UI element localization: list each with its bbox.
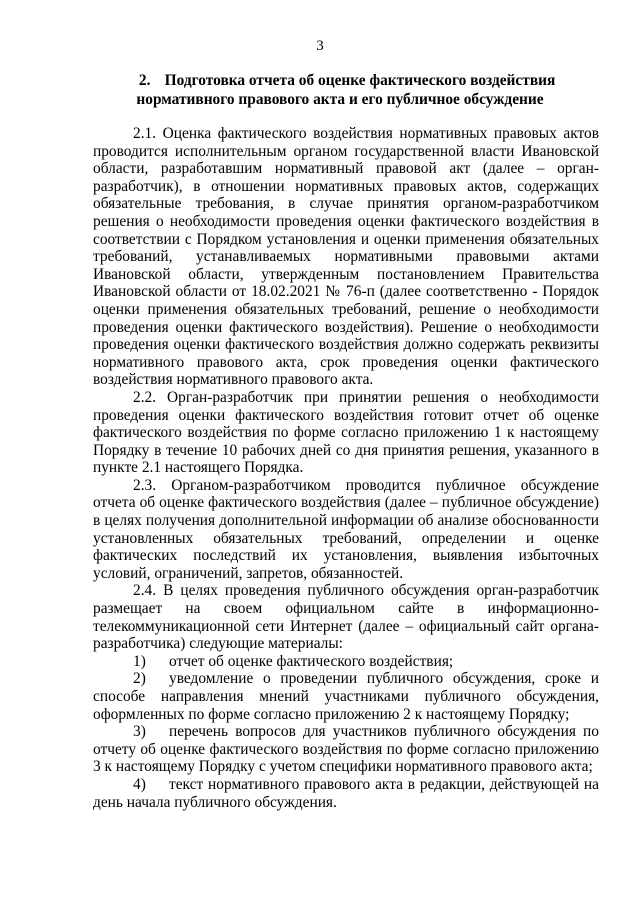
list-item bbox=[93, 723, 599, 776]
list-item bbox=[93, 670, 599, 723]
section-title-line-1: Подготовка отчета об оценке фактического воздействия bbox=[164, 72, 556, 89]
list-item bbox=[93, 776, 599, 811]
list-item-marker: 3) bbox=[133, 723, 146, 741]
list-item-text: уведомление о проведении публичного обсуждения, сроке и способе направления мнений участниками публичного обсуждения, оформленных по форме согласно приложению 2 к настоящему Порядку; bbox=[93, 670, 599, 723]
list-item-text: отчет об оценке фактического воздействия; bbox=[169, 652, 454, 670]
page-number: 3 bbox=[316, 38, 324, 54]
list-item-marker: 1) bbox=[133, 652, 146, 670]
section-title-line-2: нормативного правового акта и его публичное обсуждение bbox=[136, 91, 544, 108]
paragraph-2-2: 2.2. Орган-разработчик при принятии решения о необходимости проведения оценки фактического воздействия готовит отчет об оценке фактического воздействия по форме согласно приложению 1 к настоящему Порядку в течение 10 рабочих дней со дня принятия решения, указанного в пункте 2.1 настоящего Порядка. bbox=[93, 388, 599, 477]
list-item-text: текст нормативного правового акта в редакции, действующей на день начала публичного обсуждения. bbox=[93, 775, 599, 811]
list-item-text: перечень вопросов для участников публичного обсуждения по отчету об оценке фактического воздействия по форме согласно приложению 3 к настоящему Порядку с учетом специфики нормативного правового акта; bbox=[93, 723, 599, 776]
list-item-marker: 2) bbox=[133, 670, 146, 688]
paragraph-2-3: 2.3. Органом-разработчиком проводится публичное обсуждение отчета об оценке фактического воздействия (далее – публичное обсуждение) в целях получения дополнительной информации об анализе обоснованности установленных обязательных требований, определении и оценке фактических последствий их установления, выявления избыточных условий, ограничений, запретов, обязанностей. bbox=[93, 476, 599, 582]
paragraph-2-4: 2.4. В целях проведения публичного обсуждения орган-разработчик размещает на своем официальном сайте в информационно-телекоммуникационной сети Интернет (далее – официальный сайт органа-разработчика) следующие материалы: bbox=[93, 582, 599, 653]
section-heading-line-1 bbox=[100, 71, 580, 90]
section-heading bbox=[100, 71, 580, 109]
section-number: 2. bbox=[138, 72, 151, 89]
paragraph-2-1: 2.1. Оценка фактического воздействия нормативных правовых актов проводится исполнительным органом государственной власти Ивановской области, разработавшим нормативный правовой акт (далее – орган-разработчик), в отношении нормативных правовых актов, содержащих обязательные требования, в случае принятия органом-разработчиком решения о необходимости проведения оценки фактического воздействия в соответствии с Порядком установления и оценки применения обязательных требований, устанавливаемых нормативными правовыми актами Ивановской области, утвержденным постановлением Правительства Ивановской области от 18.02.2021 № 76-п (далее соответственно - Порядок оценки применения обязательных требований, решение о необходимости проведения оценки фактического воздействия). Решение о необходимости проведения оценки фактического воздействия должно содержать реквизиты нормативного правового акта, срок проведения оценки фактического воздействия нормативного правового акта. bbox=[93, 125, 599, 389]
list-item-marker: 4) bbox=[133, 775, 146, 793]
list-item bbox=[93, 653, 599, 671]
document-body bbox=[93, 125, 599, 811]
